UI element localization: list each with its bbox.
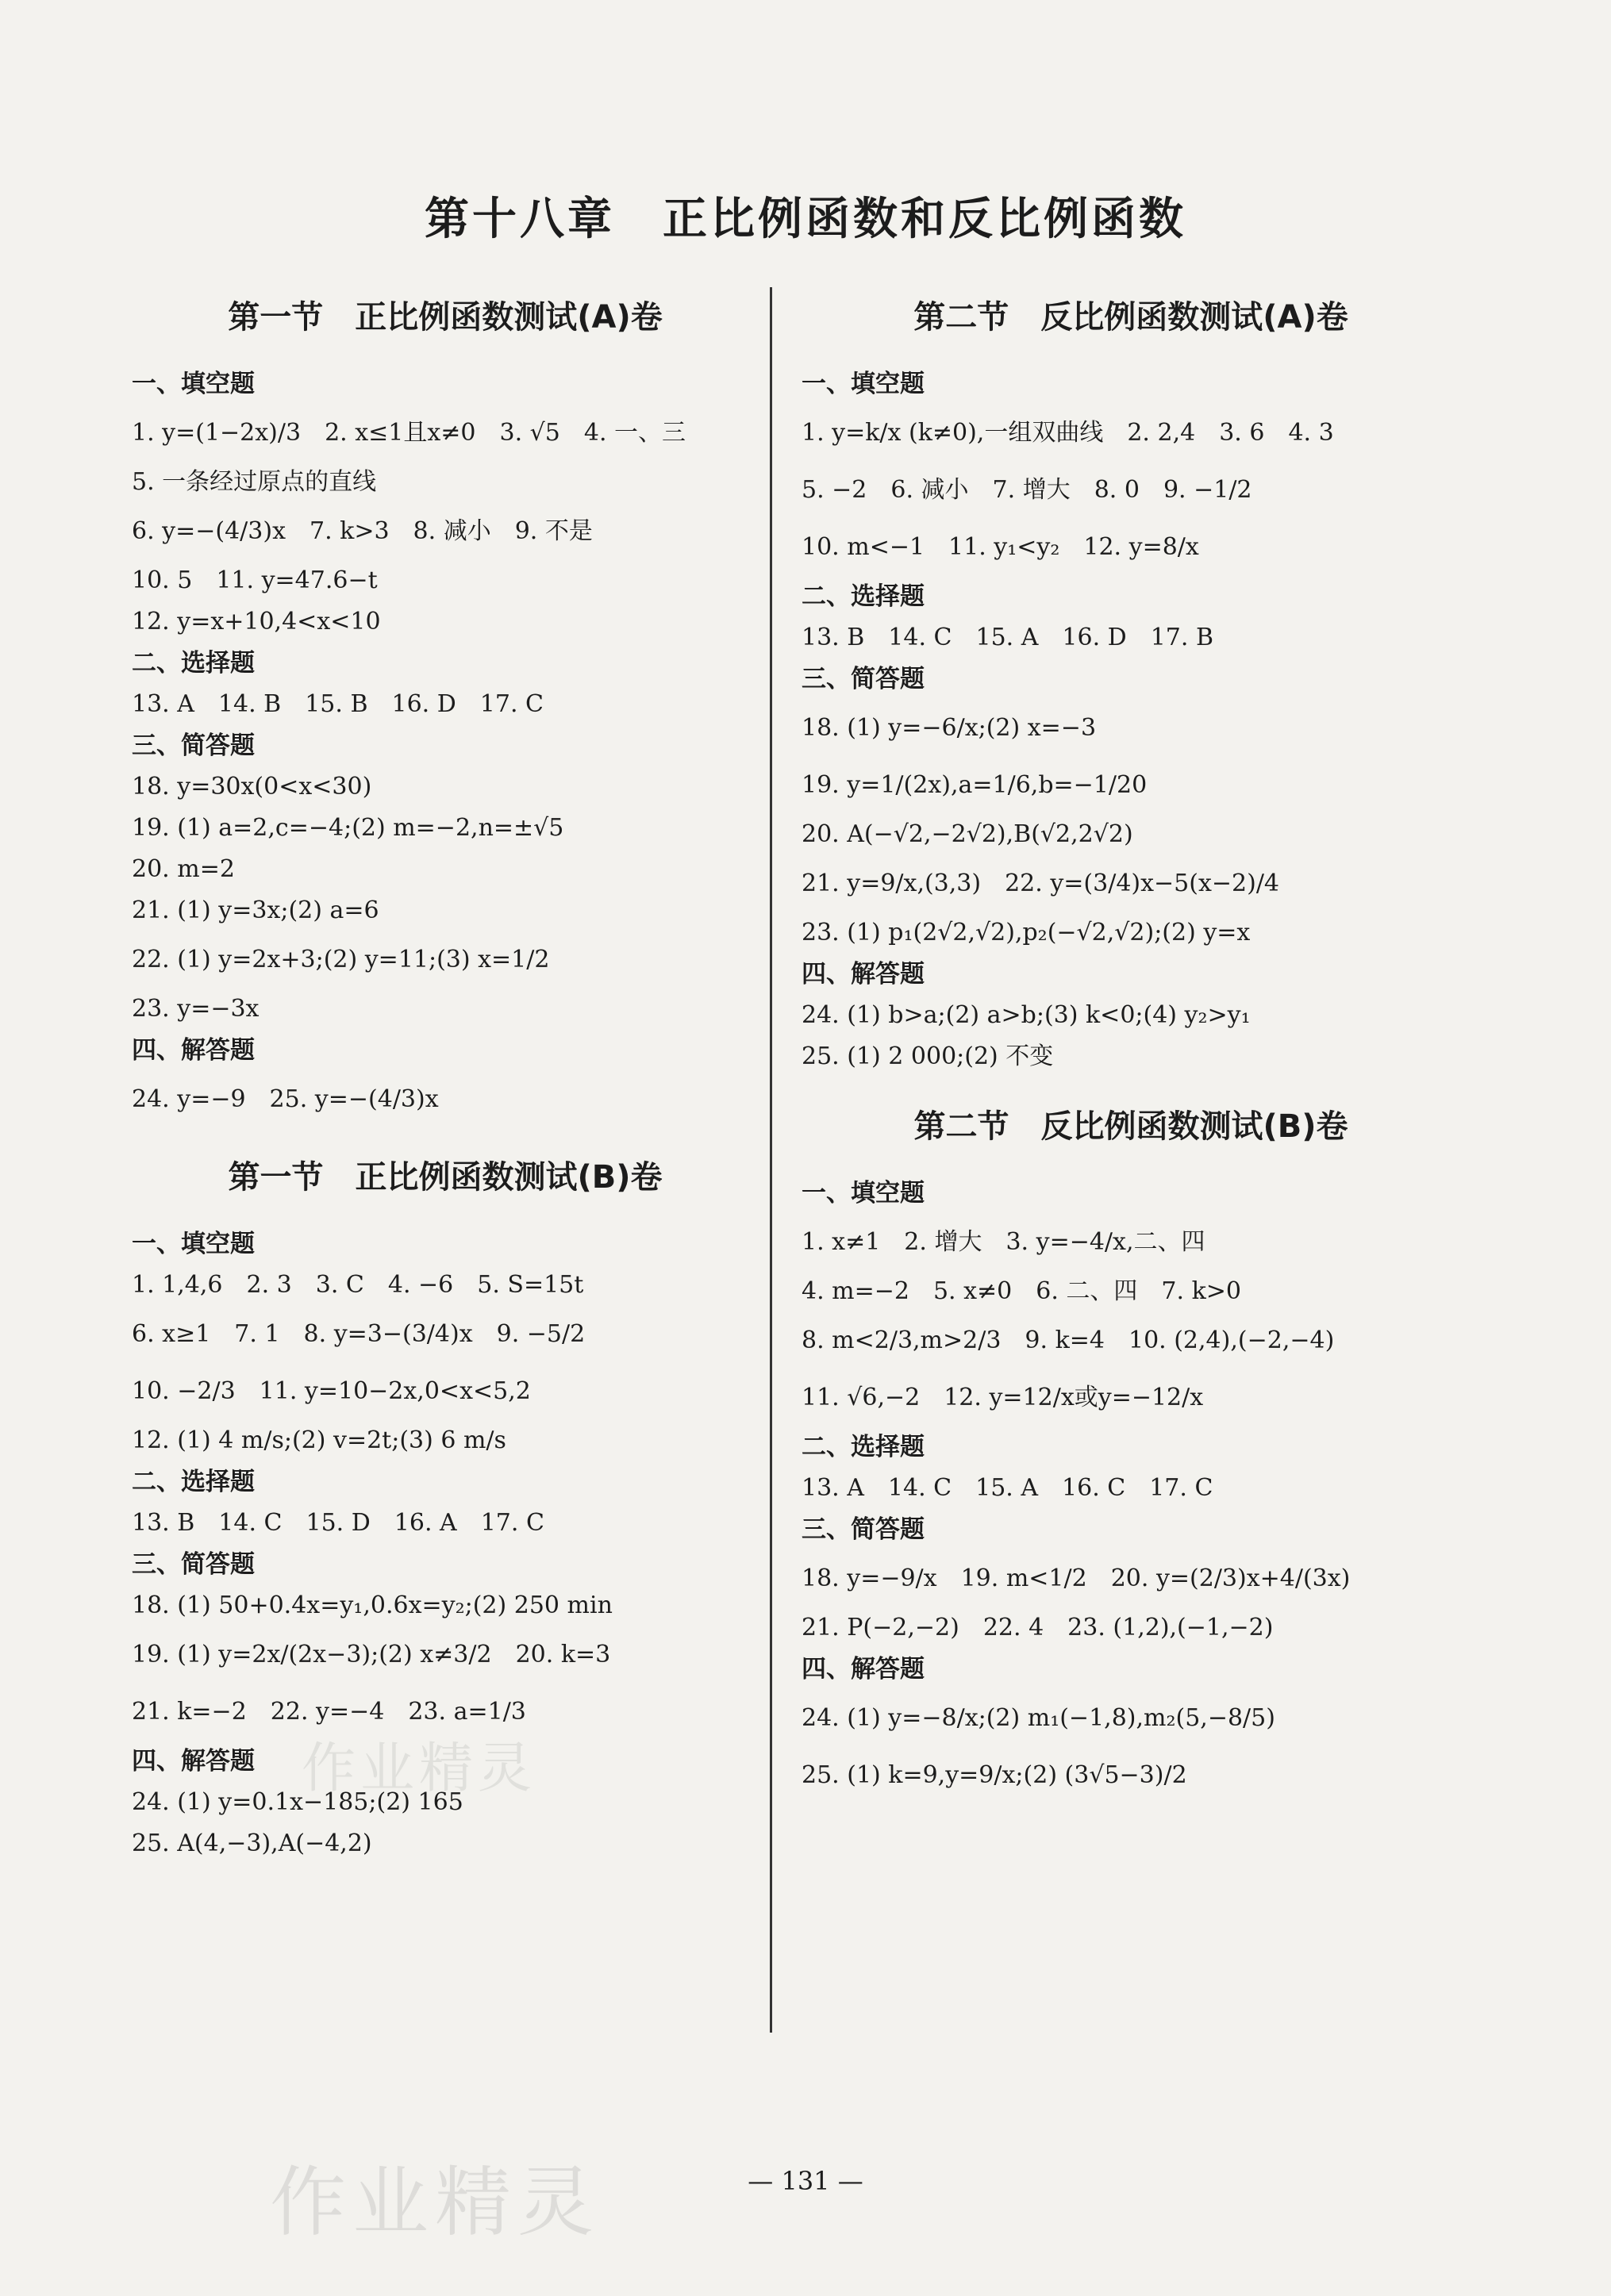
answer-line: 18. y=30x(0<x<30) (132, 773, 372, 801)
part-heading: 一、填空题 (802, 1179, 925, 1208)
answer-line: 13. A 14. B 15. B 16. D 17. C (132, 690, 544, 718)
answer-line: 21. k=−2 22. y=−4 23. a=1/3 (132, 1698, 526, 1726)
answer-line: 21. y=9/x,(3,3) 22. y=(3/4)x−5(x−2)/4 (802, 870, 1280, 897)
section-1a (132, 295, 759, 1128)
answer-line: 12. y=x+10,4<x<10 (132, 608, 381, 635)
section-title: 第二节 反比例函数测试(A)卷 (913, 299, 1348, 336)
answer-line: 23. (1) p₁(2√2,√2),p₂(−√2,√2);(2) y=x (802, 919, 1251, 946)
section-2a (802, 295, 1460, 1077)
section-title: 第一节 正比例函数测试(A)卷 (228, 299, 663, 336)
part-heading: 三、简答题 (802, 1515, 925, 1544)
answer-line: 22. (1) y=2x+3;(2) y=11;(3) x=1/2 (132, 946, 550, 973)
answer-line: 24. (1) y=−8/x;(2) m₁(−1,8),m₂(5,−8/5) (802, 1704, 1275, 1732)
answer-line: 4. m=−2 5. x≠0 6. 二、四 7. k>0 (802, 1277, 1241, 1305)
answer-line: 24. (1) y=0.1x−185;(2) 165 (132, 1788, 463, 1816)
part-heading: 二、选择题 (802, 1433, 925, 1461)
answer-line: 18. (1) 50+0.4x=y₁,0.6x=y₂;(2) 250 min (132, 1591, 613, 1619)
section-title: 第二节 反比例函数测试(B)卷 (913, 1108, 1348, 1145)
answer-line: 1. x≠1 2. 增大 3. y=−4/x,二、四 (802, 1228, 1205, 1256)
right-column (802, 295, 1460, 1831)
part-heading: 一、填空题 (802, 370, 925, 398)
answer-line: 18. (1) y=−6/x;(2) x=−3 (802, 714, 1097, 742)
answer-line: 10. m<−1 11. y₁<y₂ 12. y=8/x (802, 533, 1199, 561)
answer-line: 6. x≥1 7. 1 8. y=3−(3/4)x 9. −5/2 (132, 1320, 586, 1348)
answer-line: 23. y=−3x (132, 995, 260, 1023)
answer-line: 18. y=−9/x 19. m<1/2 20. y=(2/3)x+4/(3x) (802, 1565, 1351, 1592)
answer-line: 25. (1) 2 000;(2) 不变 (802, 1042, 1054, 1070)
answer-line: 25. (1) k=9,y=9/x;(2) (3√5−3)/2 (802, 1761, 1187, 1789)
watermark-bottom: 作业精灵 (270, 2158, 600, 2247)
part-heading: 四、解答题 (132, 1747, 255, 1776)
left-column (132, 295, 759, 1891)
column-divider (770, 287, 772, 2033)
part-heading: 二、选择题 (132, 1468, 255, 1496)
part-heading: 一、填空题 (132, 1230, 255, 1258)
part-heading: 四、解答题 (132, 1036, 255, 1065)
answer-line: 24. (1) b>a;(2) a>b;(3) k<0;(4) y₂>y₁ (802, 1001, 1251, 1029)
part-heading: 三、简答题 (132, 1550, 255, 1579)
answer-line: 1. y=(1−2x)/3 2. x≤1且x≠0 3. √5 4. 一、三 (132, 419, 686, 447)
answer-line: 20. m=2 (132, 855, 235, 883)
answer-line: 10. 5 11. y=47.6−t (132, 566, 378, 594)
answer-line: 12. (1) 4 m/s;(2) v=2t;(3) 6 m/s (132, 1426, 506, 1454)
answer-line: 1. y=k/x (k≠0),一组双曲线 2. 2,4 3. 6 4. 3 (802, 419, 1334, 447)
answer-line: 21. (1) y=3x;(2) a=6 (132, 897, 379, 924)
answer-line: 25. A(4,−3),A(−4,2) (132, 1830, 372, 1857)
part-heading: 四、解答题 (802, 1655, 925, 1684)
part-heading: 二、选择题 (802, 582, 925, 611)
part-heading: 三、简答题 (802, 665, 925, 693)
answer-line: 5. 一条经过原点的直线 (132, 468, 377, 496)
answer-line: 19. y=1/(2x),a=1/6,b=−1/20 (802, 771, 1148, 799)
page-number: — 131 — (748, 2166, 863, 2196)
answer-line: 8. m<2/3,m>2/3 9. k=4 10. (2,4),(−2,−4) (802, 1327, 1335, 1354)
answer-line: 10. −2/3 11. y=10−2x,0<x<5,2 (132, 1377, 531, 1405)
part-heading: 一、填空题 (132, 370, 255, 398)
answer-line: 1. 1,4,6 2. 3 3. C 4. −6 5. S=15t (132, 1271, 584, 1299)
page-title: 第十八章 正比例函数和反比例函数 (425, 194, 1186, 245)
answer-line: 21. P(−2,−2) 22. 4 23. (1,2),(−1,−2) (802, 1614, 1274, 1641)
answer-line: 11. √6,−2 12. y=12/x或y=−12/x (802, 1384, 1204, 1411)
section-title: 第一节 正比例函数测试(B)卷 (228, 1159, 663, 1196)
answer-line: 19. (1) y=2x/(2x−3);(2) x≠3/2 20. k=3 (132, 1641, 611, 1668)
answer-line: 19. (1) a=2,c=−4;(2) m=−2,n=±√5 (132, 814, 564, 842)
answer-line: 13. A 14. C 15. A 16. C 17. C (802, 1474, 1213, 1502)
part-heading: 三、简答题 (132, 731, 255, 760)
watermark-mid: 作业精灵 (302, 1737, 537, 1800)
answer-line: 6. y=−(4/3)x 7. k>3 8. 减小 9. 不是 (132, 517, 593, 545)
answer-line: 5. −2 6. 减小 7. 增大 8. 0 9. −1/2 (802, 476, 1252, 504)
answer-line: 13. B 14. C 15. D 16. A 17. C (132, 1509, 544, 1537)
part-heading: 二、选择题 (132, 649, 255, 678)
answer-line: 24. y=−9 25. y=−(4/3)x (132, 1085, 439, 1113)
answer-line: 20. A(−√2,−2√2),B(√2,2√2) (802, 820, 1133, 848)
section-2b (802, 1104, 1460, 1804)
part-heading: 四、解答题 (802, 960, 925, 989)
answer-line: 13. B 14. C 15. A 16. D 17. B (802, 624, 1213, 651)
